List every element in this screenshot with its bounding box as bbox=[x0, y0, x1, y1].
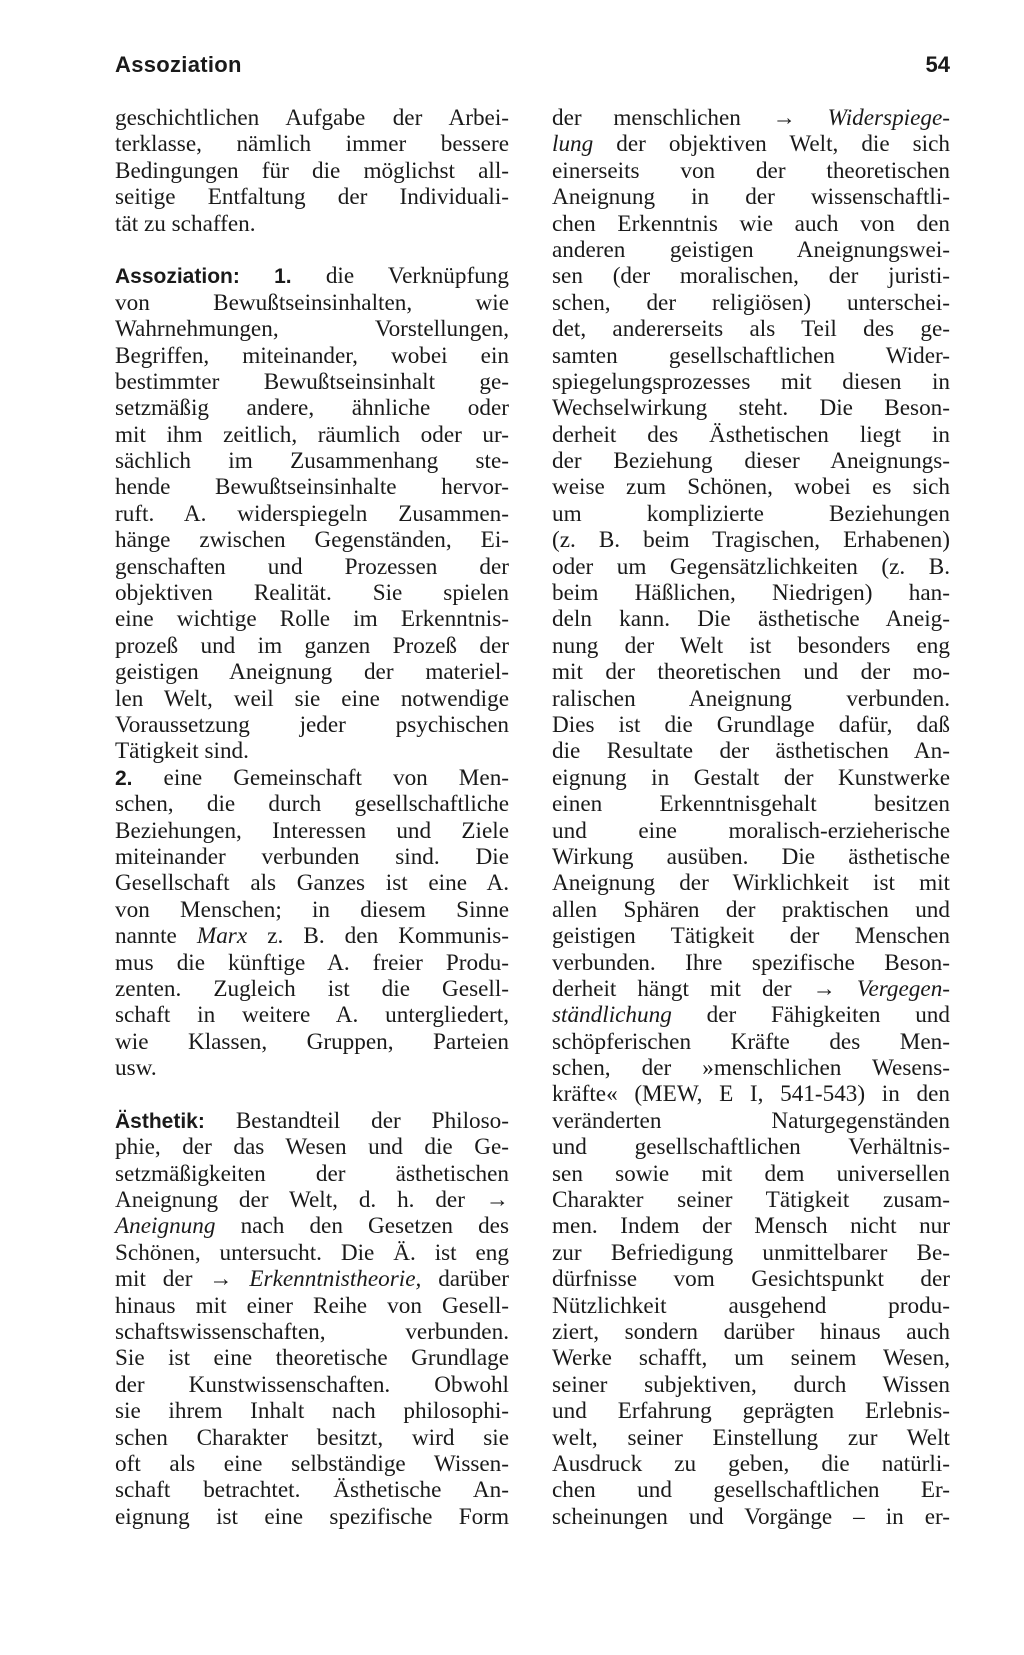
text-line bbox=[552, 1504, 950, 1530]
line-text: schaftswissenschaften, verbunden. bbox=[115, 1318, 509, 1345]
line-text: allen Sphären der praktischen und bbox=[552, 896, 950, 923]
line-text: oft als eine selbständige Wissen- bbox=[115, 1450, 509, 1477]
text-line bbox=[115, 131, 509, 157]
text-line bbox=[552, 1319, 950, 1345]
line-text-rest: z. B. den Kommunis- bbox=[267, 923, 510, 950]
line-text: seitige Entfaltung der Individuali- bbox=[115, 184, 509, 211]
text-line bbox=[552, 1055, 950, 1081]
sense-number: 2. bbox=[115, 766, 133, 790]
running-head bbox=[115, 52, 950, 86]
line-text: Aneignung der Welt, d. h. der → bbox=[115, 1187, 509, 1214]
text-line bbox=[115, 448, 509, 474]
text-line bbox=[115, 1504, 509, 1530]
text-line bbox=[552, 1345, 950, 1371]
text-line bbox=[552, 580, 950, 606]
text-line bbox=[115, 501, 509, 527]
text-line bbox=[115, 1002, 509, 1028]
text-line bbox=[552, 870, 950, 896]
line-text: mus die künftige A. freier Produ- bbox=[115, 949, 509, 976]
text-line bbox=[552, 950, 950, 976]
line-text: derheit des Ästhetischen liegt in bbox=[552, 421, 950, 448]
paragraph-gap bbox=[115, 1081, 509, 1107]
line-text: Charakter seiner Tätigkeit zusam- bbox=[552, 1187, 950, 1214]
text-line bbox=[552, 1266, 950, 1292]
text-line bbox=[115, 290, 509, 316]
line-text: Bedingungen für die möglichst all- bbox=[115, 157, 509, 184]
line-text: chen und gesellschaftlichen Er- bbox=[552, 1477, 950, 1504]
paragraph-gap bbox=[115, 237, 509, 263]
text-line bbox=[552, 395, 950, 421]
line-text: mit der → bbox=[115, 1266, 233, 1293]
text-line bbox=[552, 1240, 950, 1266]
text-line bbox=[115, 1398, 509, 1424]
line-text: usw. bbox=[115, 1055, 157, 1082]
text-line bbox=[552, 1081, 950, 1107]
cross-reference-term: Marx bbox=[196, 923, 248, 950]
text-line bbox=[115, 659, 509, 685]
line-text: Begriffen, miteinander, wobei ein bbox=[115, 342, 509, 369]
line-text: und gesellschaftlichen Verhältnis- bbox=[552, 1134, 950, 1161]
text-line bbox=[552, 1187, 950, 1213]
line-text: Aneignung in der wissenschaftli- bbox=[552, 184, 950, 211]
line-text-rest: darüber bbox=[438, 1266, 510, 1293]
text-line bbox=[552, 1134, 950, 1160]
line-text: eine Gemeinschaft von Men- bbox=[163, 764, 510, 791]
text-line bbox=[115, 633, 509, 659]
page-number: 54 bbox=[925, 52, 950, 77]
text-line bbox=[552, 448, 950, 474]
text-line bbox=[115, 791, 509, 817]
text-line bbox=[115, 554, 509, 580]
text-line bbox=[115, 950, 509, 976]
text-line bbox=[115, 1319, 509, 1345]
text-line bbox=[552, 1398, 950, 1424]
line-text: ziert, sondern darüber hinaus auch bbox=[552, 1318, 950, 1345]
text-line bbox=[115, 818, 509, 844]
text-line bbox=[552, 316, 950, 342]
line-text: zenten. Zugleich ist die Gesell- bbox=[115, 975, 509, 1002]
text-line bbox=[552, 923, 950, 949]
text-line bbox=[115, 1425, 509, 1451]
line-text: sie ihrem Inhalt nach philosophi- bbox=[115, 1398, 509, 1425]
text-line bbox=[115, 184, 509, 210]
line-text: chen Erkenntnis wie auch von den bbox=[552, 210, 950, 237]
text-line bbox=[115, 1134, 509, 1160]
line-text: die Verknüpfung bbox=[325, 263, 509, 290]
text-line bbox=[552, 1425, 950, 1451]
text-line bbox=[552, 158, 950, 184]
line-text: Ausdruck zu geben, die natürli- bbox=[552, 1450, 950, 1477]
line-text: von Menschen; in diesem Sinne bbox=[115, 896, 509, 923]
line-text: Beziehungen, Interessen und Ziele bbox=[115, 817, 509, 844]
line-text: dürfnisse vom Gesichtspunkt der bbox=[552, 1266, 950, 1293]
line-text: derheit hängt mit der → bbox=[552, 975, 836, 1002]
line-text: eine wichtige Rolle im Erkenntnis- bbox=[115, 606, 509, 633]
line-text: hende Bewußtseinsinhalte hervor- bbox=[115, 474, 509, 501]
text-line bbox=[115, 527, 509, 553]
text-line bbox=[552, 686, 950, 712]
text-line bbox=[552, 211, 950, 237]
text-line bbox=[115, 422, 509, 448]
line-text: bestimmter Bewußtseinsinhalt ge- bbox=[115, 368, 509, 395]
text-line bbox=[115, 1266, 509, 1292]
text-line bbox=[115, 686, 509, 712]
line-text: ruft. A. widerspiegeln Zusammen- bbox=[115, 500, 509, 527]
line-text: setzmäßigkeiten der ästhetischen bbox=[115, 1160, 509, 1187]
line-text: Sie ist eine theoretische Grundlage bbox=[115, 1345, 509, 1372]
line-text: von Bewußtseinsinhalten, wie bbox=[115, 289, 509, 316]
text-line bbox=[552, 765, 950, 791]
line-text: Wirkung ausüben. Die ästhetische bbox=[552, 843, 950, 870]
line-text: (z. B. beim Tragischen, Erhabenen) bbox=[552, 527, 950, 554]
text-line bbox=[115, 1293, 509, 1319]
text-line bbox=[552, 1213, 950, 1239]
text-line bbox=[115, 1187, 509, 1213]
text-line bbox=[552, 290, 950, 316]
text-line bbox=[552, 897, 950, 923]
text-line bbox=[115, 844, 509, 870]
line-text: mit der theoretischen und der mo- bbox=[552, 659, 950, 686]
text-line bbox=[115, 474, 509, 500]
text-line bbox=[115, 1477, 509, 1503]
line-text: schaft in weitere A. untergliedert, bbox=[115, 1002, 509, 1029]
line-text: oder um Gegensätzlichkeiten (z. B. bbox=[552, 553, 950, 580]
line-text: tät zu schaffen. bbox=[115, 210, 256, 237]
text-line bbox=[115, 1213, 509, 1239]
line-text: der Beziehung dieser Aneignungs- bbox=[552, 448, 950, 475]
line-text: eignung in Gestalt der Kunstwerke bbox=[552, 764, 950, 791]
text-line bbox=[552, 184, 950, 210]
text-line bbox=[552, 1293, 950, 1319]
line-text: Dies ist die Grundlage dafür, daß bbox=[552, 711, 950, 738]
text-line bbox=[552, 422, 950, 448]
text-line bbox=[115, 580, 509, 606]
text-line bbox=[115, 738, 509, 764]
text-line bbox=[552, 738, 950, 764]
right-text-column bbox=[552, 105, 950, 1530]
line-text: prozeß und im ganzen Prozeß der bbox=[115, 632, 509, 659]
cross-reference-term: Aneignung bbox=[115, 1213, 216, 1240]
text-line bbox=[115, 1161, 509, 1187]
text-line bbox=[552, 1029, 950, 1055]
text-line bbox=[115, 369, 509, 395]
line-text: setzmäßig andere, ähnliche oder bbox=[115, 395, 509, 422]
line-text: wie Klassen, Gruppen, Parteien bbox=[115, 1028, 509, 1055]
text-line bbox=[115, 211, 509, 237]
text-line bbox=[115, 1055, 509, 1081]
line-text: und eine moralisch-erzieherische bbox=[552, 817, 950, 844]
line-text: zur Befriedigung unmittelbarer Be- bbox=[552, 1239, 950, 1266]
text-line bbox=[552, 1477, 950, 1503]
line-text: schen Charakter besitzt, wird sie bbox=[115, 1424, 509, 1451]
entry-lemma: Ästhetik: bbox=[115, 1109, 205, 1133]
line-text: Bestandteil der Philoso- bbox=[235, 1107, 509, 1134]
line-text: um komplizierte Beziehungen bbox=[552, 500, 950, 527]
text-line bbox=[552, 474, 950, 500]
text-line bbox=[115, 765, 509, 791]
text-line bbox=[115, 1029, 509, 1055]
line-text: men. Indem der Mensch nicht nur bbox=[552, 1213, 950, 1240]
text-line bbox=[115, 1240, 509, 1266]
line-text: schen, die durch gesellschaftliche bbox=[115, 791, 509, 818]
line-text: Nützlichkeit ausgehend produ- bbox=[552, 1292, 950, 1319]
line-text: beim Häßlichen, Niedrigen) han- bbox=[552, 580, 950, 607]
text-line bbox=[115, 976, 509, 1002]
line-text: Voraussetzung jeder psychischen bbox=[115, 711, 509, 738]
text-line bbox=[115, 1108, 509, 1134]
line-text: scheinungen und Vorgänge – in er- bbox=[552, 1503, 950, 1530]
text-line bbox=[115, 923, 509, 949]
line-text: det, andererseits als Teil des ge- bbox=[552, 316, 950, 343]
line-text: miteinander verbunden sind. Die bbox=[115, 843, 509, 870]
text-line bbox=[552, 527, 950, 553]
line-text: len Welt, weil sie eine notwendige bbox=[115, 685, 509, 712]
line-text: mit ihm zeitlich, räumlich oder ur- bbox=[115, 421, 509, 448]
text-line bbox=[552, 844, 950, 870]
line-text: nung der Welt ist besonders eng bbox=[552, 632, 950, 659]
text-line bbox=[115, 712, 509, 738]
text-line bbox=[552, 1372, 950, 1398]
line-text: spiegelungsprozesses mit diesen in bbox=[552, 368, 950, 395]
text-line bbox=[552, 606, 950, 632]
text-line bbox=[115, 158, 509, 184]
text-line bbox=[115, 316, 509, 342]
line-text: Aneignung der Wirklichkeit ist mit bbox=[552, 870, 950, 897]
line-text: Wechselwirkung steht. Die Beson- bbox=[552, 395, 950, 422]
text-line bbox=[552, 1451, 950, 1477]
line-text: phie, der das Wesen und die Ge- bbox=[115, 1134, 509, 1161]
text-line bbox=[552, 237, 950, 263]
line-text: sächlich im Zusammenhang ste- bbox=[115, 448, 509, 475]
line-text: nannte bbox=[115, 923, 177, 950]
line-text: der menschlichen → bbox=[552, 105, 796, 131]
cross-reference-term: lung bbox=[552, 131, 594, 158]
text-line bbox=[552, 105, 950, 131]
text-line bbox=[552, 554, 950, 580]
line-text-rest: der Fähigkeiten und bbox=[706, 1002, 950, 1029]
cross-reference-term: Widerspiege- bbox=[827, 105, 951, 131]
line-text: und Erfahrung geprägten Erlebnis- bbox=[552, 1398, 950, 1425]
text-line bbox=[552, 501, 950, 527]
text-line bbox=[552, 369, 950, 395]
line-text: sen sowie mit dem universellen bbox=[552, 1160, 950, 1187]
text-line bbox=[552, 712, 950, 738]
text-line bbox=[115, 343, 509, 369]
text-line bbox=[552, 633, 950, 659]
text-line bbox=[115, 1451, 509, 1477]
line-text: der Kunstwissenschaften. Obwohl bbox=[115, 1371, 509, 1398]
line-text: ralischen Aneignung verbunden. bbox=[552, 685, 950, 712]
line-text: schöpferischen Kräfte des Men- bbox=[552, 1028, 950, 1055]
entry-lemma: Assoziation: 1. bbox=[115, 265, 292, 289]
line-text: objektiven Realität. Sie spielen bbox=[115, 580, 509, 607]
cross-reference-term: Vergegen- bbox=[856, 975, 951, 1002]
text-line bbox=[552, 1108, 950, 1134]
line-text: hinaus mit einer Reihe von Gesell- bbox=[115, 1292, 509, 1319]
text-line bbox=[552, 343, 950, 369]
line-text: geschichtlichen Aufgabe der Arbei- bbox=[115, 105, 509, 131]
line-text: Gesellschaft als Ganzes ist eine A. bbox=[115, 870, 509, 897]
line-text: Tätigkeit sind. bbox=[115, 738, 249, 765]
line-text: seiner subjektiven, durch Wissen bbox=[552, 1371, 950, 1398]
line-text: weise zum Schönen, wobei es sich bbox=[552, 474, 950, 501]
line-text: Werke schafft, um seinem Wesen, bbox=[552, 1345, 950, 1372]
line-text-rest: der objektiven Welt, die sich bbox=[616, 131, 951, 158]
text-line bbox=[115, 606, 509, 632]
running-head-title: Assoziation bbox=[115, 52, 242, 77]
line-text: verbunden. Ihre spezifische Beson- bbox=[552, 949, 950, 976]
text-line bbox=[115, 105, 509, 131]
cross-reference-term: ständlichung bbox=[552, 1002, 672, 1029]
line-text: schen, der »menschlichen Wesens- bbox=[552, 1055, 950, 1082]
line-text: die Resultate der ästhetischen An- bbox=[552, 738, 950, 765]
text-line bbox=[552, 659, 950, 685]
line-text: terklasse, nämlich immer bessere bbox=[115, 131, 509, 158]
text-line bbox=[115, 263, 509, 289]
cross-reference-term: Erkenntnistheorie, bbox=[249, 1266, 422, 1293]
text-line bbox=[552, 976, 950, 1002]
left-text-column bbox=[115, 105, 509, 1530]
line-text: sen (der moralischen, der juristi- bbox=[552, 263, 950, 290]
line-text: einerseits von der theoretischen bbox=[552, 157, 950, 184]
text-line bbox=[115, 897, 509, 923]
text-line bbox=[552, 818, 950, 844]
text-line bbox=[552, 1161, 950, 1187]
text-line bbox=[115, 870, 509, 896]
text-line bbox=[552, 263, 950, 289]
line-text: Schönen, untersucht. Die Ä. ist eng bbox=[115, 1239, 509, 1266]
line-text: schen, der religiösen) unterschei- bbox=[552, 289, 950, 316]
line-text: eignung ist eine spezifische Form bbox=[115, 1503, 509, 1530]
line-text-rest: nach den Gesetzen des bbox=[240, 1213, 510, 1240]
line-text: geistigen Aneignung der materiel- bbox=[115, 659, 509, 686]
line-text: welt, seiner Einstellung zur Welt bbox=[552, 1424, 950, 1451]
text-line bbox=[552, 791, 950, 817]
line-text: veränderten Naturgegenständen bbox=[552, 1107, 950, 1134]
line-text: deln kann. Die ästhetische Aneig- bbox=[552, 606, 950, 633]
line-text: schaft betrachtet. Ästhetische An- bbox=[115, 1477, 509, 1504]
line-text: samten gesellschaftlichen Wider- bbox=[552, 342, 950, 369]
line-text: anderen geistigen Aneignungswei- bbox=[552, 236, 950, 263]
line-text: einen Erkenntnisgehalt besitzen bbox=[552, 791, 950, 818]
text-line bbox=[552, 131, 950, 157]
line-text: geistigen Tätigkeit der Menschen bbox=[552, 923, 950, 950]
line-text: hänge zwischen Gegenständen, Ei- bbox=[115, 527, 509, 554]
text-line bbox=[115, 1345, 509, 1371]
text-line bbox=[115, 1372, 509, 1398]
text-line bbox=[115, 395, 509, 421]
text-line bbox=[552, 1002, 950, 1028]
line-text: Wahrnehmungen, Vorstellungen, bbox=[115, 316, 509, 343]
line-text: genschaften und Prozessen der bbox=[115, 553, 509, 580]
line-text: kräfte« (MEW, E I, 541-543) in den bbox=[552, 1081, 950, 1108]
